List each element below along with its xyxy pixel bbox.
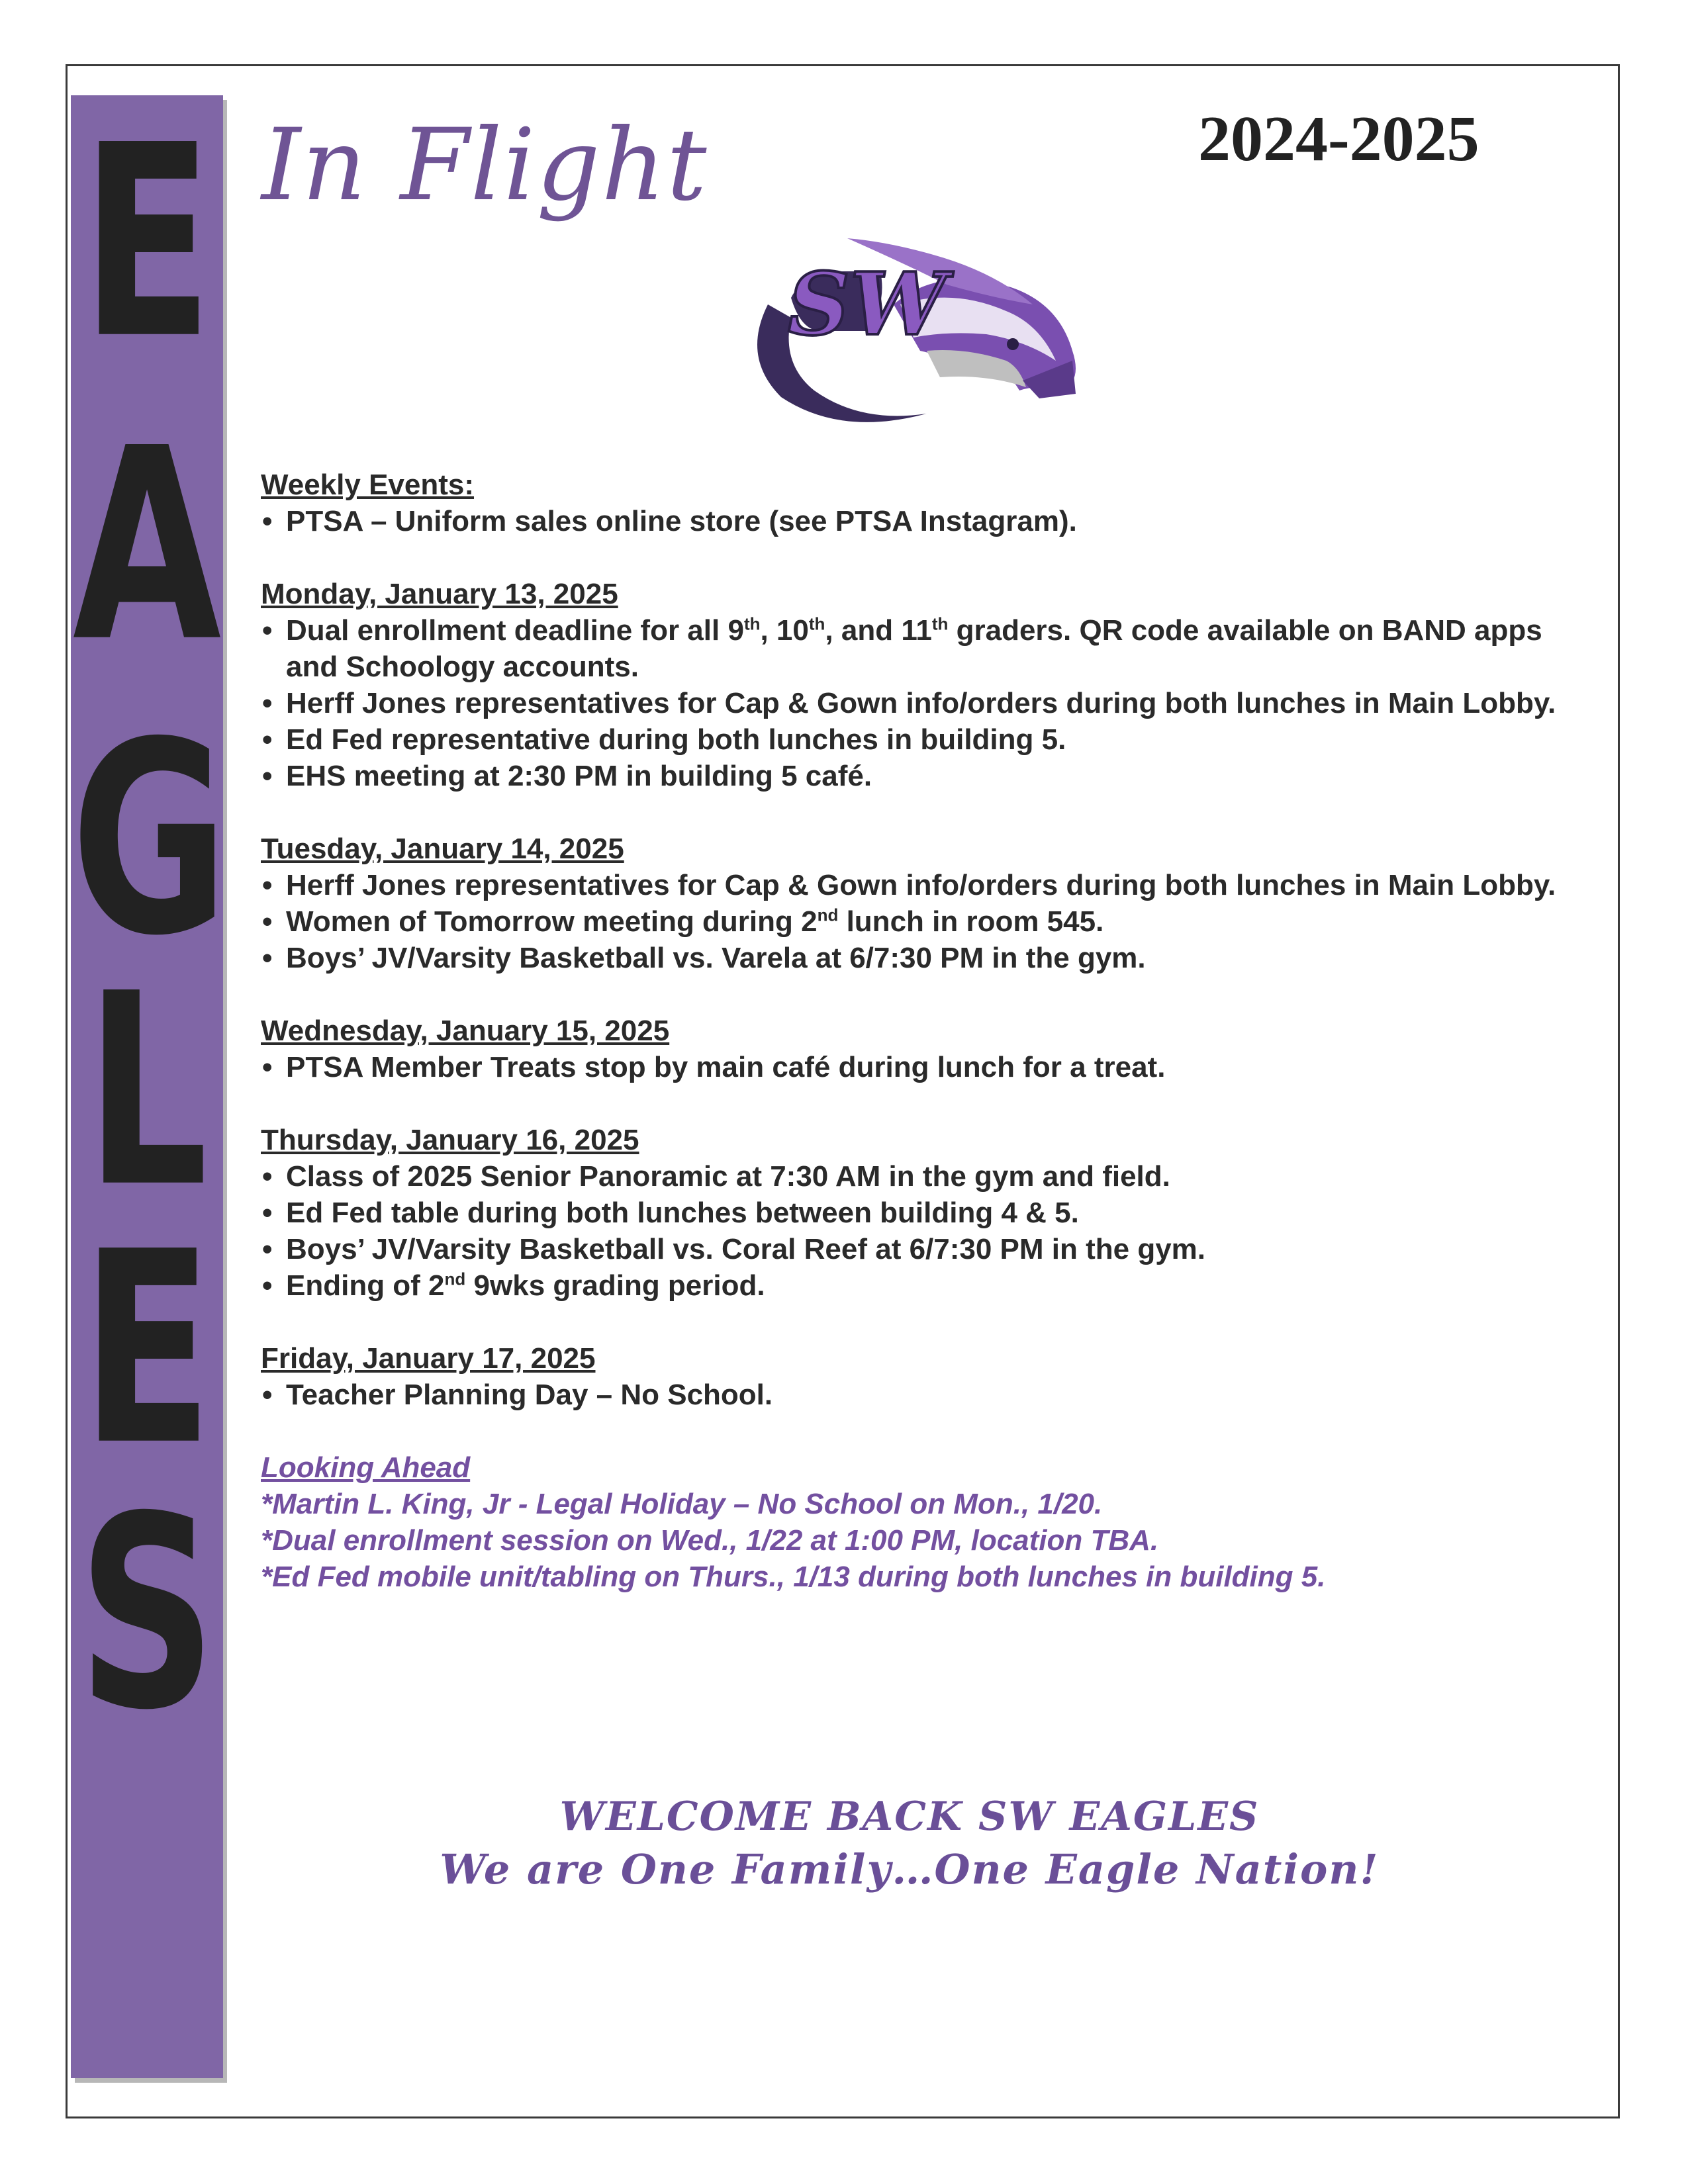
friday-section bbox=[261, 1340, 1558, 1413]
sidebar-letter-l: L bbox=[85, 937, 209, 1246]
wednesday-section bbox=[261, 1013, 1558, 1085]
looking-ahead-line: *Dual enrollment session on Wed., 1/22 at 1:00 PM, location TBA. bbox=[261, 1524, 1159, 1557]
school-year: 2024-2025 bbox=[1198, 103, 1479, 175]
tuesday-section bbox=[261, 831, 1558, 976]
in-flight-title: In Flight bbox=[261, 108, 708, 223]
monday-heading: Monday, January 13, 2025 bbox=[261, 578, 618, 610]
weekly-section bbox=[261, 467, 1558, 539]
sidebar-letter-e2: E bbox=[81, 1195, 213, 1504]
weekly-heading: Weekly Events: bbox=[261, 469, 475, 501]
sidebar-letter-e: E bbox=[81, 89, 213, 397]
list-item: • Boys’ JV/Varsity Basketball vs. Coral Reef at 6/7:30 PM in the gym. bbox=[261, 1231, 1558, 1267]
list-item: • Teacher Planning Day – No School. bbox=[261, 1377, 1558, 1413]
wednesday-list bbox=[261, 1049, 1558, 1085]
friday-heading: Friday, January 17, 2025 bbox=[261, 1342, 596, 1375]
monday-list bbox=[261, 612, 1558, 794]
list-item: • Ending of 2nd 9wks grading period. bbox=[261, 1267, 1558, 1304]
tuesday-heading: Tuesday, January 14, 2025 bbox=[261, 833, 624, 865]
wednesday-heading: Wednesday, January 15, 2025 bbox=[261, 1015, 670, 1047]
thursday-heading: Thursday, January 16, 2025 bbox=[261, 1124, 639, 1156]
looking-ahead-heading: Looking Ahead bbox=[261, 1451, 471, 1484]
list-item: • Ed Fed representative during both lunches in building 5. bbox=[261, 721, 1558, 758]
list-item: • Women of Tomorrow meeting during 2nd lunch in room 545. bbox=[261, 903, 1558, 940]
logo-sw-text: SW bbox=[788, 253, 947, 355]
list-item: • PTSA Member Treats stop by main café during lunch for a treat. bbox=[261, 1049, 1558, 1085]
welcome-back-banner: WELCOME BACK SW EAGLES bbox=[559, 1794, 1260, 1840]
list-item: • Ed Fed table during both lunches between building 4 & 5. bbox=[261, 1195, 1558, 1231]
looking-ahead-line: *Martin L. King, Jr - Legal Holiday – No School on Mon., 1/20. bbox=[261, 1488, 1103, 1520]
eagle-nation-slogan: We are One Family…One Eagle Nation! bbox=[440, 1845, 1380, 1893]
list-item: • Boys’ JV/Varsity Basketball vs. Varela at 6/7:30 PM in the gym. bbox=[261, 940, 1558, 976]
list-item: • Herff Jones representatives for Cap & Gown info/orders during both lunches in Main Lobby. bbox=[261, 867, 1558, 903]
list-item: • Class of 2025 Senior Panoramic at 7:30 AM in the gym and field. bbox=[261, 1158, 1558, 1195]
looking-ahead-line: *Ed Fed mobile unit/tabling on Thurs., 1/13 during both lunches in building 5. bbox=[261, 1561, 1326, 1593]
thursday-section bbox=[261, 1122, 1558, 1304]
thursday-list bbox=[261, 1158, 1558, 1304]
list-item: • EHS meeting at 2:30 PM in building 5 café. bbox=[261, 758, 1558, 794]
sw-eagle-logo bbox=[728, 225, 1086, 430]
list-item: • Dual enrollment deadline for all 9th, 10th, and 11th graders. QR code available on BAND apps and Schoology accounts. bbox=[261, 612, 1558, 685]
monday-section bbox=[261, 576, 1558, 794]
list-item: • PTSA – Uniform sales online store (see PTSA Instagram). bbox=[261, 503, 1558, 539]
list-item: • Herff Jones representatives for Cap & Gown info/orders during both lunches in Main Lobby. bbox=[261, 685, 1558, 721]
sidebar-letter-g: G bbox=[71, 686, 229, 994]
friday-list bbox=[261, 1377, 1558, 1413]
looking-ahead-section bbox=[261, 1449, 1558, 1595]
sidebar-letter-a: A bbox=[72, 392, 222, 700]
tuesday-list bbox=[261, 867, 1558, 976]
events-content bbox=[261, 467, 1558, 1631]
weekly-list bbox=[261, 503, 1558, 539]
sidebar-letter-s: S bbox=[77, 1460, 216, 1768]
